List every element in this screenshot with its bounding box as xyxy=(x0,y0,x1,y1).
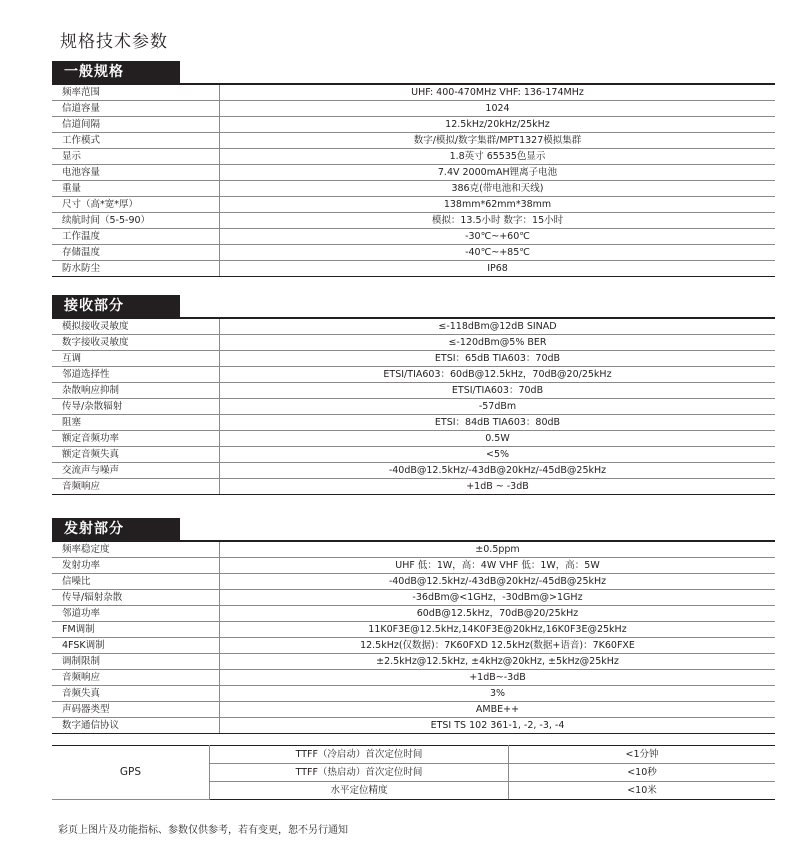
transmitter-specs-section xyxy=(52,518,775,734)
spec-label: 信道间隔 xyxy=(52,117,220,133)
spec-label: 续航时间（5-5-90） xyxy=(52,213,220,229)
section-title: 一般规格 xyxy=(52,61,180,83)
spec-label: 交流声与噪声 xyxy=(52,463,220,479)
spec-label: 杂散响应抑制 xyxy=(52,383,220,399)
table-row xyxy=(52,638,775,654)
spec-label: 传导/辐射杂散 xyxy=(52,590,220,606)
table-row xyxy=(52,181,775,197)
spec-value: -40dB@12.5kHz/-43dB@20kHz/-45dB@25kHz xyxy=(220,463,776,479)
table-row xyxy=(52,149,775,165)
spec-label: 工作模式 xyxy=(52,133,220,149)
footnote: 彩页上图片及功能指标、参数仅供参考，若有变更，恕不另行通知 xyxy=(58,825,348,836)
spec-label: 额定音频失真 xyxy=(52,447,220,463)
gps-section xyxy=(52,745,775,800)
spec-label: 传导/杂散辐射 xyxy=(52,399,220,415)
spec-label: 工作温度 xyxy=(52,229,220,245)
spec-label: 音频失真 xyxy=(52,686,220,702)
table-row xyxy=(52,654,775,670)
spec-label: 防水防尘 xyxy=(52,261,220,277)
table-row xyxy=(52,447,775,463)
table-row xyxy=(52,463,775,479)
table-row xyxy=(52,367,775,383)
spec-value: ≤-118dBm@12dB SINAD xyxy=(220,319,776,335)
spec-value: UHF: 400-470MHz VHF: 136-174MHz xyxy=(220,85,776,101)
spec-label: 重量 xyxy=(52,181,220,197)
table-row xyxy=(52,622,775,638)
gps-param: TTFF（冷启动）首次定位时间 xyxy=(210,746,509,764)
table-row xyxy=(52,229,775,245)
spec-value: -36dBm@<1GHz，-30dBm@>1GHz xyxy=(220,590,776,606)
spec-value: 1.8英寸 65535色显示 xyxy=(220,149,776,165)
receiver-specs-section xyxy=(52,295,775,495)
spec-label: 4FSK调制 xyxy=(52,638,220,654)
spec-value: +1dB ~ -3dB xyxy=(220,479,776,495)
spec-value: 7.4V 2000mAH锂离子电池 xyxy=(220,165,776,181)
table-row xyxy=(52,245,775,261)
spec-label: 显示 xyxy=(52,149,220,165)
page-title: 规格技术参数 xyxy=(60,32,168,52)
spec-label: 模拟接收灵敏度 xyxy=(52,319,220,335)
table-row xyxy=(52,319,775,335)
section-title: 接收部分 xyxy=(52,295,180,317)
spec-label: 存储温度 xyxy=(52,245,220,261)
spec-value: -30℃~+60℃ xyxy=(220,229,776,245)
spec-value: 12.5kHz/20kHz/25kHz xyxy=(220,117,776,133)
spec-value: IP68 xyxy=(220,261,776,277)
spec-label: 音频响应 xyxy=(52,479,220,495)
gps-value: <1分钟 xyxy=(509,746,776,764)
spec-value: -40dB@12.5kHz/-43dB@20kHz/-45dB@25kHz xyxy=(220,574,776,590)
table-row xyxy=(52,702,775,718)
spec-value: ±2.5kHz@12.5kHz, ±4kHz@20kHz, ±5kHz@25kHz xyxy=(220,654,776,670)
table-row xyxy=(52,746,775,764)
table-row xyxy=(52,165,775,181)
table-row xyxy=(52,351,775,367)
spec-value: AMBE++ xyxy=(220,702,776,718)
spec-label: 数字通信协议 xyxy=(52,718,220,734)
transmitter-specs-table xyxy=(52,542,775,734)
spec-value: -57dBm xyxy=(220,399,776,415)
general-specs-table xyxy=(52,85,775,277)
spec-value: 0.5W xyxy=(220,431,776,447)
spec-label: 频率范围 xyxy=(52,85,220,101)
spec-value: ≤-120dBm@5% BER xyxy=(220,335,776,351)
table-row xyxy=(52,133,775,149)
spec-value: 12.5kHz(仅数据)：7K60FXD 12.5kHz(数据+语音)：7K60FXE xyxy=(220,638,776,654)
table-row xyxy=(52,261,775,277)
section-title: 发射部分 xyxy=(52,518,180,540)
spec-value: ETSI TS 102 361-1, -2, -3, -4 xyxy=(220,718,776,734)
gps-table xyxy=(52,745,775,800)
spec-value: -40℃~+85℃ xyxy=(220,245,776,261)
spec-label: 尺寸（高*宽*厚） xyxy=(52,197,220,213)
spec-value: 11K0F3E@12.5kHz,14K0F3E@20kHz,16K0F3E@25kHz xyxy=(220,622,776,638)
table-row xyxy=(52,415,775,431)
table-row xyxy=(52,606,775,622)
general-specs-section xyxy=(52,61,775,277)
spec-value: +1dB~-3dB xyxy=(220,670,776,686)
spec-value: ETSI：84dB TIA603：80dB xyxy=(220,415,776,431)
table-row xyxy=(52,399,775,415)
spec-value: ETSI/TIA603：70dB xyxy=(220,383,776,399)
spec-value: 1024 xyxy=(220,101,776,117)
table-row xyxy=(52,335,775,351)
spec-label: 声码器类型 xyxy=(52,702,220,718)
spec-value: 模拟：13.5小时 数字：15小时 xyxy=(220,213,776,229)
gps-param: 水平定位精度 xyxy=(210,782,509,800)
table-row xyxy=(52,542,775,558)
table-row xyxy=(52,85,775,101)
table-row xyxy=(52,590,775,606)
table-row xyxy=(52,117,775,133)
table-row xyxy=(52,383,775,399)
table-row xyxy=(52,431,775,447)
spec-value: 数字/模拟/数字集群/MPT1327模拟集群 xyxy=(220,133,776,149)
spec-label: 邻道功率 xyxy=(52,606,220,622)
spec-label: FM调制 xyxy=(52,622,220,638)
gps-label: GPS xyxy=(52,746,210,800)
table-row xyxy=(52,670,775,686)
gps-value: <10米 xyxy=(509,782,776,800)
spec-value: <5% xyxy=(220,447,776,463)
table-row xyxy=(52,197,775,213)
spec-label: 互调 xyxy=(52,351,220,367)
table-row xyxy=(52,574,775,590)
spec-value: 386克(带电池和天线) xyxy=(220,181,776,197)
spec-value: 60dB@12.5kHz，70dB@20/25kHz xyxy=(220,606,776,622)
section-header xyxy=(52,518,775,542)
table-row xyxy=(52,213,775,229)
spec-value: ETSI/TIA603：60dB@12.5kHz，70dB@20/25kHz xyxy=(220,367,776,383)
section-header xyxy=(52,61,775,85)
spec-label: 调制限制 xyxy=(52,654,220,670)
spec-label: 阻塞 xyxy=(52,415,220,431)
table-row xyxy=(52,558,775,574)
spec-label: 信道容量 xyxy=(52,101,220,117)
table-row xyxy=(52,101,775,117)
table-row xyxy=(52,718,775,734)
spec-value: 3% xyxy=(220,686,776,702)
spec-value: ±0.5ppm xyxy=(220,542,776,558)
table-row xyxy=(52,479,775,495)
table-row xyxy=(52,686,775,702)
spec-label: 邻道选择性 xyxy=(52,367,220,383)
gps-value: <10秒 xyxy=(509,764,776,782)
spec-value: ETSI：65dB TIA603：70dB xyxy=(220,351,776,367)
spec-label: 信噪比 xyxy=(52,574,220,590)
spec-label: 额定音频功率 xyxy=(52,431,220,447)
spec-label: 发射功率 xyxy=(52,558,220,574)
spec-label: 频率稳定度 xyxy=(52,542,220,558)
spec-value: UHF 低：1W，高：4W VHF 低：1W，高：5W xyxy=(220,558,776,574)
spec-value: 138mm*62mm*38mm xyxy=(220,197,776,213)
spec-label: 电池容量 xyxy=(52,165,220,181)
gps-param: TTFF（热启动）首次定位时间 xyxy=(210,764,509,782)
spec-label: 音频响应 xyxy=(52,670,220,686)
spec-label: 数字接收灵敏度 xyxy=(52,335,220,351)
section-header xyxy=(52,295,775,319)
receiver-specs-table xyxy=(52,319,775,495)
